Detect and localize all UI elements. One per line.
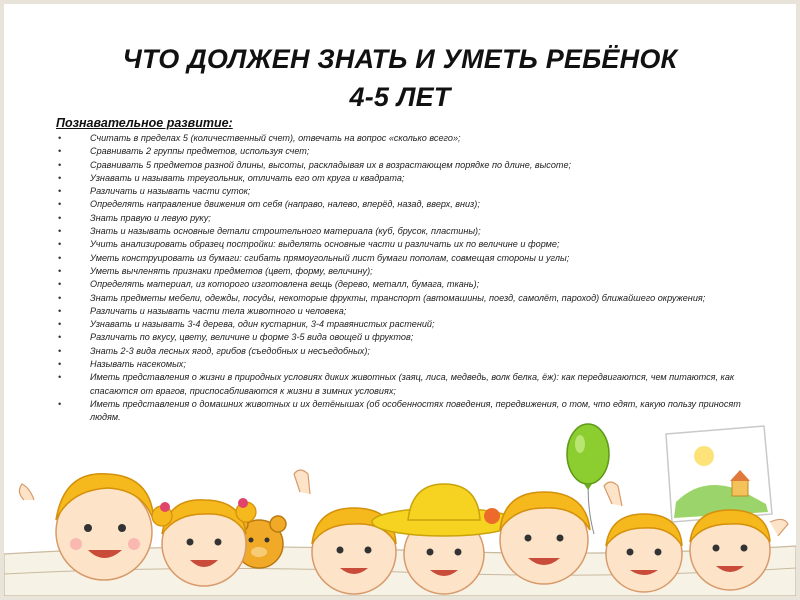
list-item: • Знать 2-3 вида лесных ягод, грибов (съедобных и несъедобных); [58,345,758,358]
title-line-2: 4-5 ЛЕТ [349,82,451,112]
list-item: • Узнавать и называть треугольник, отличать его от круга и квадрата; [58,172,758,185]
list-item: • Иметь представления о жизни в природных условиях диких животных (заяц, лиса, медведь, волк белка, ёж): как передвигаются, чем питаются, как спасаются от врагов, приспосабливаются к жизни в зимних условиях; [58,371,758,398]
list-item: • Сравнивать 5 предметов разной длины, высоты, раскладывая их в возрастающем порядке по длине, высоте; [58,159,758,172]
list-item: • Уметь вычленять признаки предметов (цвет, форму, величину); [58,265,758,278]
title-line-1: ЧТО ДОЛЖЕН ЗНАТЬ И УМЕТЬ РЕБЁНОК [122,44,678,74]
list-item: • Уметь конструировать из бумаги: сгибать прямоугольный лист бумаги пополам, совмещая стороны и углы; [58,252,758,265]
children-illustration [4,404,796,596]
list-item: • Узнавать и называть 3-4 дерева, один кустарник, 3-4 травянистых растений; [58,318,758,331]
list-item: • Считать в пределах 5 (количественный счет), отвечать на вопрос «сколько всего»; [58,132,758,145]
list-item: • Иметь представления о домашних животных и их детёнышах (об особенностях поведения, передвижения, о том, что едят, какую пользу приносят людям. [58,398,758,425]
list-item: • Различать и называть части тела животного и человека; [58,305,758,318]
list-item: • Определять направление движения от себя (направо, налево, вперёд, назад, вверх, вниз); [58,198,758,211]
section-heading: Познавательное развитие: [56,116,233,130]
list-item: • Определять материал, из которого изготовлена вещь (дерево, металл, бумага, ткань); [58,278,758,291]
slide [4,4,796,596]
child-5 [500,492,590,584]
list-item: • Различать и называть части суток; [58,185,758,198]
slide-title [4,40,796,116]
list-item: • Сравнивать 2 группы предметов, используя счет; [58,145,758,158]
list-item: • Называть насекомых; [58,358,758,371]
list-item: • Знать и называть основные детали строительного материала (куб, брусок, пластины); [58,225,758,238]
skills-list [58,132,758,425]
child-drawing [666,426,772,522]
list-item: • Различать по вкусу, цвету, величине и форме 3-5 вида овощей и фруктов; [58,331,758,344]
list-item: • Знать предметы мебели, одежды, посуды, некоторые фрукты, транспорт (автомашины, поезд, самолёт, пароход) ближайшего окружения; [58,292,758,305]
list-item: • Знать правую и левую руку; [58,212,758,225]
list-item: • Учить анализировать образец постройки: выделять основные части и различать их по величине и форме; [58,238,758,251]
